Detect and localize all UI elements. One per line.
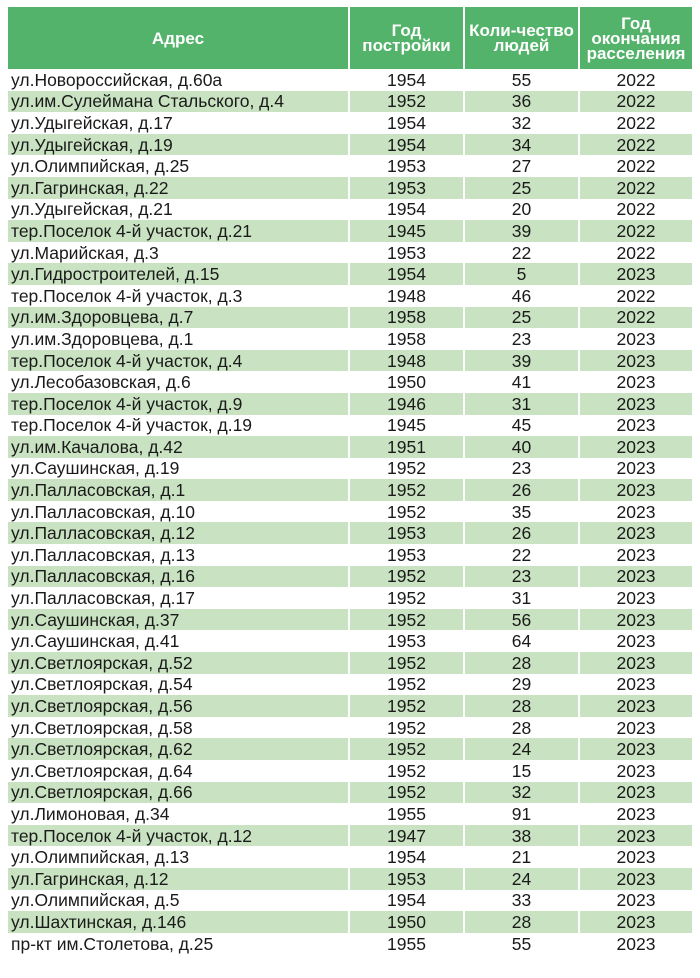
cell-address: ул.Олимпийская, д.5 — [11, 890, 180, 911]
cell-year-resettle: 2023 — [579, 393, 692, 415]
cell-year-built: 1952 — [349, 609, 464, 631]
cell-year-built: 1954 — [349, 846, 464, 868]
table-row — [8, 91, 692, 113]
cell-year-built: 1952 — [349, 738, 464, 760]
cell-address: ул.им.Здоровцева, д.7 — [8, 307, 349, 329]
cell-people: 31 — [464, 587, 579, 609]
cell-year-resettle: 2023 — [579, 587, 692, 609]
table-header — [8, 7, 692, 69]
cell-people: 39 — [464, 350, 579, 372]
cell-year-built: 1948 — [349, 285, 464, 307]
cell-people: 32 — [464, 782, 579, 804]
table-row — [8, 436, 692, 458]
cell-year-resettle: 2023 — [579, 544, 692, 566]
cell-address: ул.Олимпийская, д.13 — [11, 847, 190, 868]
cell-people: 35 — [464, 501, 579, 523]
cell-year-resettle: 2023 — [579, 738, 692, 760]
table-row — [8, 911, 692, 933]
table-row — [8, 371, 692, 393]
cell-address: ул.Светлоярская, д.64 — [11, 760, 193, 781]
cell-people: 38 — [464, 825, 579, 847]
table-row — [8, 458, 692, 480]
cell-year-resettle: 2023 — [579, 846, 692, 868]
cell-year-built: 1953 — [349, 868, 464, 890]
table-row — [8, 587, 692, 609]
cell-people: 55 — [464, 933, 579, 955]
cell-people: 25 — [464, 307, 579, 329]
table-row — [8, 155, 692, 177]
cell-address: тер.Поселок 4-й участок, д.19 — [11, 415, 253, 436]
cell-year-resettle: 2022 — [579, 112, 692, 134]
table-row — [8, 220, 692, 242]
cell-year-resettle: 2023 — [579, 479, 692, 501]
cell-year-built: 1954 — [349, 199, 464, 221]
cell-year-resettle: 2023 — [579, 825, 692, 847]
cell-year-resettle: 2023 — [579, 695, 692, 717]
cell-address: ул.Шахтинская, д.146 — [8, 911, 349, 933]
cell-people: 24 — [464, 868, 579, 890]
cell-year-resettle: 2022 — [579, 69, 692, 91]
cell-people: 5 — [464, 263, 579, 285]
cell-address: ул.Гагринская, д.12 — [8, 868, 349, 890]
table-row — [8, 695, 692, 717]
cell-year-resettle: 2023 — [579, 630, 692, 652]
table-row — [8, 522, 692, 544]
cell-address: ул.Палласовская, д.17 — [11, 588, 195, 609]
cell-address: ул.Удыгейская, д.21 — [11, 199, 173, 220]
cell-address: ул.Светлоярская, д.58 — [11, 717, 193, 738]
cell-year-resettle: 2022 — [579, 220, 692, 242]
cell-people: 21 — [464, 846, 579, 868]
cell-year-built: 1952 — [349, 782, 464, 804]
cell-year-built: 1952 — [349, 760, 464, 782]
cell-people: 28 — [464, 717, 579, 739]
cell-people: 31 — [464, 393, 579, 415]
cell-year-resettle: 2022 — [579, 134, 692, 156]
cell-people: 27 — [464, 155, 579, 177]
cell-address: ул.Светлоярская, д.66 — [8, 782, 349, 804]
cell-people: 22 — [464, 242, 579, 264]
table-row — [8, 177, 692, 199]
cell-year-resettle: 2023 — [579, 890, 692, 912]
table-row — [8, 609, 692, 631]
cell-year-resettle: 2023 — [579, 328, 692, 350]
table-row — [8, 782, 692, 804]
cell-people: 32 — [464, 112, 579, 134]
cell-year-built: 1953 — [349, 155, 464, 177]
table-body — [8, 69, 692, 954]
cell-people: 55 — [464, 69, 579, 91]
cell-year-resettle: 2022 — [579, 155, 692, 177]
cell-address: ул.им.Сулеймана Стальского, д.4 — [8, 91, 349, 113]
cell-people: 23 — [464, 328, 579, 350]
cell-address: ул.Светлоярская, д.62 — [8, 738, 349, 760]
table-row — [8, 760, 692, 782]
cell-year-built: 1948 — [349, 350, 464, 372]
cell-year-built: 1953 — [349, 544, 464, 566]
cell-year-built: 1953 — [349, 177, 464, 199]
cell-year-built: 1954 — [349, 890, 464, 912]
table-row — [8, 890, 692, 912]
cell-people: 29 — [464, 674, 579, 696]
cell-people: 91 — [464, 803, 579, 825]
table-row — [8, 630, 692, 652]
cell-year-resettle: 2022 — [579, 285, 692, 307]
cell-address: ул.Саушинская, д.37 — [8, 609, 349, 631]
cell-people: 26 — [464, 522, 579, 544]
cell-address: ул.Палласовская, д.12 — [8, 522, 349, 544]
cell-people: 22 — [464, 544, 579, 566]
cell-year-resettle: 2023 — [579, 933, 692, 955]
cell-address: ул.Лесобазовская, д.6 — [11, 372, 191, 393]
table-row — [8, 868, 692, 890]
cell-year-built: 1954 — [349, 263, 464, 285]
cell-year-resettle: 2023 — [579, 415, 692, 437]
cell-people: 40 — [464, 436, 579, 458]
cell-year-built: 1950 — [349, 911, 464, 933]
cell-year-built: 1953 — [349, 522, 464, 544]
table-row — [8, 69, 692, 91]
cell-address: ул.Саушинская, д.41 — [11, 631, 180, 652]
table-row — [8, 307, 692, 329]
cell-year-resettle: 2023 — [579, 458, 692, 480]
cell-people: 25 — [464, 177, 579, 199]
cell-year-built: 1952 — [349, 652, 464, 674]
cell-year-built: 1952 — [349, 91, 464, 113]
table-row — [8, 285, 692, 307]
cell-address: пр-кт им.Столетова, д.25 — [11, 933, 214, 954]
cell-year-resettle: 2023 — [579, 263, 692, 285]
cell-people: 28 — [464, 652, 579, 674]
cell-year-built: 1952 — [349, 501, 464, 523]
cell-address: ул.Палласовская, д.1 — [8, 479, 349, 501]
cell-address: ул.Новороссийская, д.60а — [11, 69, 223, 90]
cell-people: 28 — [464, 695, 579, 717]
cell-year-resettle: 2023 — [579, 371, 692, 393]
cell-people: 64 — [464, 630, 579, 652]
cell-year-resettle: 2023 — [579, 717, 692, 739]
cell-people: 24 — [464, 738, 579, 760]
cell-address: тер.Поселок 4-й участок, д.12 — [8, 825, 349, 847]
cell-year-built: 1947 — [349, 825, 464, 847]
table-row — [8, 652, 692, 674]
table-row — [8, 738, 692, 760]
cell-address: тер.Поселок 4-й участок, д.21 — [8, 220, 349, 242]
cell-year-built: 1954 — [349, 134, 464, 156]
cell-year-built: 1953 — [349, 242, 464, 264]
cell-people: 45 — [464, 415, 579, 437]
cell-people: 20 — [464, 199, 579, 221]
cell-people: 56 — [464, 609, 579, 631]
cell-year-built: 1952 — [349, 717, 464, 739]
table-row — [8, 544, 692, 566]
cell-year-built: 1955 — [349, 803, 464, 825]
cell-address: ул.им.Качалова, д.42 — [8, 436, 349, 458]
cell-year-resettle: 2023 — [579, 652, 692, 674]
cell-address: тер.Поселок 4-й участок, д.9 — [8, 393, 349, 415]
cell-people: 28 — [464, 911, 579, 933]
cell-address: ул.Саушинская, д.19 — [11, 458, 180, 479]
cell-year-resettle: 2022 — [579, 91, 692, 113]
cell-people: 23 — [464, 458, 579, 480]
cell-address: ул.Гидростроителей, д.15 — [8, 263, 349, 285]
cell-year-resettle: 2023 — [579, 868, 692, 890]
cell-year-built: 1954 — [349, 69, 464, 91]
header-year-built: Год постройки — [349, 7, 464, 69]
cell-year-built: 1952 — [349, 674, 464, 696]
cell-year-built: 1950 — [349, 371, 464, 393]
cell-year-resettle: 2023 — [579, 350, 692, 372]
cell-year-built: 1954 — [349, 112, 464, 134]
cell-year-built: 1945 — [349, 220, 464, 242]
table-row — [8, 263, 692, 285]
cell-year-resettle: 2022 — [579, 242, 692, 264]
table-row — [8, 199, 692, 221]
cell-address: тер.Поселок 4-й участок, д.4 — [8, 350, 349, 372]
table-row — [8, 393, 692, 415]
cell-address: ул.Палласовская, д.16 — [8, 566, 349, 588]
cell-people: 34 — [464, 134, 579, 156]
cell-address: ул.Марийская, д.3 — [11, 242, 159, 263]
table-row — [8, 242, 692, 264]
cell-address: ул.Олимпийская, д.25 — [11, 156, 190, 177]
table-row — [8, 825, 692, 847]
cell-address: ул.им.Здоровцева, д.1 — [11, 328, 194, 349]
cell-year-resettle: 2023 — [579, 782, 692, 804]
cell-people: 15 — [464, 760, 579, 782]
cell-year-resettle: 2022 — [579, 199, 692, 221]
cell-year-built: 1952 — [349, 479, 464, 501]
table-row — [8, 501, 692, 523]
cell-address: тер.Поселок 4-й участок, д.3 — [11, 285, 243, 306]
resettlement-table — [8, 7, 692, 954]
cell-address: ул.Гагринская, д.22 — [8, 177, 349, 199]
cell-year-built: 1952 — [349, 566, 464, 588]
cell-people: 41 — [464, 371, 579, 393]
header-year-resettle: Год окончания расселения — [579, 7, 692, 69]
table-row — [8, 415, 692, 437]
table-row — [8, 134, 692, 156]
cell-year-built: 1945 — [349, 415, 464, 437]
cell-year-resettle: 2023 — [579, 911, 692, 933]
cell-year-resettle: 2023 — [579, 674, 692, 696]
cell-address: ул.Палласовская, д.13 — [11, 544, 195, 565]
cell-year-resettle: 2023 — [579, 566, 692, 588]
cell-address: ул.Светлоярская, д.54 — [11, 674, 193, 695]
table-row — [8, 717, 692, 739]
cell-year-resettle: 2022 — [579, 177, 692, 199]
cell-year-built: 1952 — [349, 587, 464, 609]
cell-address: ул.Удыгейская, д.17 — [11, 112, 173, 133]
cell-year-resettle: 2023 — [579, 803, 692, 825]
cell-people: 26 — [464, 479, 579, 501]
cell-people: 33 — [464, 890, 579, 912]
header-address: Адрес — [8, 7, 349, 69]
cell-year-built: 1958 — [349, 328, 464, 350]
cell-year-resettle: 2023 — [579, 609, 692, 631]
cell-year-built: 1952 — [349, 458, 464, 480]
cell-year-built: 1952 — [349, 695, 464, 717]
table-row — [8, 803, 692, 825]
cell-year-resettle: 2023 — [579, 522, 692, 544]
cell-address: ул.Светлоярская, д.56 — [8, 695, 349, 717]
cell-address: ул.Палласовская, д.10 — [11, 501, 195, 522]
cell-people: 39 — [464, 220, 579, 242]
table-row — [8, 846, 692, 868]
cell-year-resettle: 2023 — [579, 436, 692, 458]
cell-year-built: 1953 — [349, 630, 464, 652]
cell-address: ул.Лимоновая, д.34 — [11, 803, 170, 824]
table-row — [8, 328, 692, 350]
cell-people: 36 — [464, 91, 579, 113]
cell-year-resettle: 2022 — [579, 307, 692, 329]
cell-year-built: 1951 — [349, 436, 464, 458]
table-row — [8, 566, 692, 588]
table-row — [8, 933, 692, 955]
cell-people: 23 — [464, 566, 579, 588]
table-row — [8, 674, 692, 696]
cell-address: ул.Светлоярская, д.52 — [8, 652, 349, 674]
table-row — [8, 112, 692, 134]
cell-year-built: 1958 — [349, 307, 464, 329]
table-row — [8, 479, 692, 501]
cell-address: ул.Удыгейская, д.19 — [8, 134, 349, 156]
table-row — [8, 350, 692, 372]
cell-year-resettle: 2023 — [579, 501, 692, 523]
header-people: Коли-чество людей — [464, 7, 579, 69]
cell-year-built: 1955 — [349, 933, 464, 955]
cell-year-resettle: 2023 — [579, 760, 692, 782]
cell-people: 46 — [464, 285, 579, 307]
cell-year-built: 1946 — [349, 393, 464, 415]
